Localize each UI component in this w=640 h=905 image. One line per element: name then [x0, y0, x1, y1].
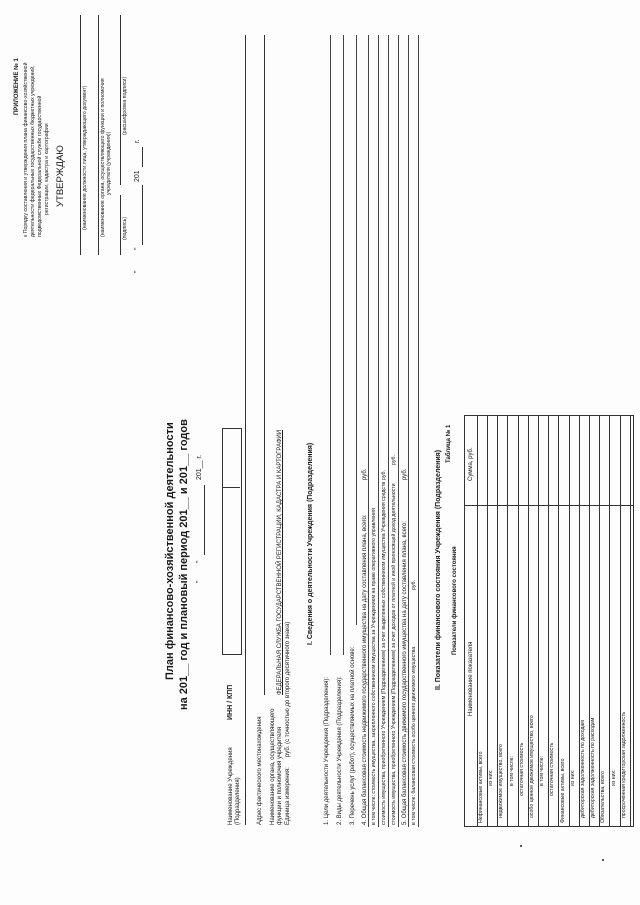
approve-organ-line	[98, 15, 99, 255]
org-name-label2: (Подразделения)	[235, 777, 241, 825]
inn-kpp-label: ИНН / КПП	[227, 684, 234, 720]
approve-position-line	[80, 15, 81, 255]
approve-caption-sign: (подпись)	[122, 216, 128, 240]
table-row-label: Финансовые активы, всего	[559, 758, 566, 823]
approve-name-line	[120, 15, 121, 185]
approve-date-suffix: г.	[134, 139, 141, 143]
approve-caption-organ2: учредителя (учреждения))	[106, 131, 112, 195]
scan-dot	[520, 845, 522, 847]
plan-period: на 201__ год и плановый период 201__ и 201__ годов	[178, 419, 190, 710]
table-row-line	[569, 416, 570, 826]
title-date-q2: "	[196, 560, 203, 563]
item3-line	[356, 35, 357, 625]
table-row-label: Обязательства, всего	[600, 771, 607, 823]
approve-date-year: 201	[134, 170, 141, 182]
table-row-line	[609, 416, 610, 826]
inn-kpp-divider	[222, 487, 240, 488]
authority-value: ФЕДЕРАЛЬНАЯ СЛУЖБА ГОСУДАРСТВЕННОЙ РЕГИСТРАЦИИ, КАДАСТРА И КАРТОГРАФИИ	[277, 429, 283, 695]
units-label: Единица измерения:	[285, 767, 291, 825]
table-row-label: остаточная стоимость	[549, 742, 556, 796]
appendix-line3: подведомственных Федеральной службе государственной	[37, 95, 43, 237]
authority-label: Наименование органа, осуществляющего	[270, 708, 276, 825]
item4-unit: руб.	[362, 468, 368, 480]
approve-date-q1: "	[134, 270, 141, 273]
org-name-label: Наименование Учреждения	[228, 747, 234, 825]
table-row-label: в том числе:	[539, 756, 546, 786]
appendix-line2: деятельности федеральных государственных бюджетных учреждений,	[30, 65, 36, 237]
address-label: Адрес фактического местонахождения	[257, 716, 263, 825]
table-subtitle: Показатели финансового состояния	[452, 546, 458, 655]
table-row-line	[599, 416, 600, 826]
approve-year-line	[142, 147, 143, 167]
table-row-label: из них:	[488, 769, 495, 786]
approve-heading: УТВЕРЖДАЮ	[55, 145, 66, 207]
section1-item3: 3. Перечень услуг (работ), осуществляемых на платной основе:	[350, 646, 356, 825]
item4a-line	[378, 35, 379, 827]
section1-item4c: стоимость имущества, приобретенного Учреждением (Подразделением) за счет доходов от платной и иной приносящей доход деятельности	[391, 483, 397, 825]
table-row-label: Нефинансовые активы, всего	[478, 751, 484, 823]
item1-line	[330, 35, 331, 655]
financial-table	[464, 415, 634, 827]
table-row-line	[487, 416, 488, 826]
item5-line	[408, 35, 409, 827]
appendix-line1: к Порядку составления и утверждения плана финансово-хозяйственной	[23, 62, 29, 237]
section1-item4b: стоимость имущества, приобретенного Учреждением (Подразделением) за счет выделенных собственником имущества Учреждения средств	[381, 481, 387, 825]
authority-label2: функции и полномочия учредителя	[277, 726, 283, 825]
item4b-unit: руб.	[381, 470, 387, 480]
approve-sign-line	[120, 195, 121, 255]
section1-item2: 2. Виды деятельности Учреждения (Подразделения):	[337, 676, 343, 825]
approve-caption-position: (наименование должности лица, утверждающего документ)	[82, 85, 88, 230]
table-row-label: дебиторская задолженность по расходам	[590, 717, 597, 818]
item4c-line	[398, 35, 399, 827]
table-row-label: из них:	[610, 769, 617, 786]
item5a-unit: руб.	[411, 580, 417, 590]
table-row-label: в том числе:	[508, 756, 515, 786]
approve-caption-name: (расшифровка подписи)	[122, 76, 128, 135]
item5a-line	[418, 35, 419, 827]
table-row-label: дебиторская задолженность по доходам	[580, 720, 586, 818]
units-value: руб. (с точностью до второго десятичного знака)	[285, 621, 291, 757]
appendix-title: ПРИЛОЖЕНИЕ № 1	[14, 58, 20, 115]
item4-line	[368, 35, 369, 827]
title-date-line	[204, 485, 205, 555]
table-row-label: из них:	[569, 769, 576, 786]
section1-item1: 1. Цели деятельности Учреждения (Подразделения):	[324, 677, 330, 825]
title-date-q1: "	[196, 580, 203, 583]
section1-item5: 5. Общая балансовая стоимость движимого государственного имущества на дату составления плана, всего:	[402, 520, 408, 825]
item5-unit: руб.	[402, 468, 408, 480]
section1-title: I. Сведения о деятельности Учреждения (Подразделения)	[307, 442, 314, 645]
section1-item5a: в том числе: балансовая стоимость особо ценного движимого имущества	[411, 646, 417, 825]
org-name-line	[245, 35, 246, 825]
table-label: Таблица № 1	[446, 424, 452, 463]
scan-dot	[602, 859, 604, 861]
table-row-label: просроченная кредиторская задолженность	[620, 711, 627, 818]
section1-item4: 4. Общая балансовая стоимость недвижимого государственного имущества на дату составления плана, всего:	[362, 514, 368, 825]
table-col2-header: Сумма, руб.	[468, 447, 474, 481]
title-date-year: 201__ г.	[196, 454, 203, 480]
approve-date-q2: "	[134, 247, 141, 250]
table-row-label: особо ценное движимое имущество, всего	[529, 715, 535, 818]
plan-title: План финансово-хозяйственной деятельности	[164, 422, 176, 680]
item4b-line	[388, 35, 389, 827]
inn-kpp-field	[222, 428, 242, 655]
table-row-line	[630, 416, 631, 826]
section2-title: II. Показатели финансового состояния Учреждения (Подразделения)	[435, 449, 442, 690]
table-row-label: недвижимое имущество, всего	[498, 744, 505, 818]
appendix-line4: регистрации, кадастра и картографии	[44, 123, 50, 215]
approve-date-line	[142, 185, 143, 245]
table-col1-header: Наименование показателя	[468, 641, 474, 716]
item2-line	[343, 35, 344, 655]
approve-caption-organ: (наименование органа, осуществляющего функции и полномочия	[100, 78, 106, 237]
address-line	[264, 35, 265, 695]
section1-item4a: в том числе: стоимость имущества, закрепленного собственником имущества за Учреждением на праве оперативного управления	[371, 508, 377, 825]
table-row-label: остаточная стоимость	[518, 742, 525, 796]
item4c-unit: руб.	[391, 455, 397, 465]
